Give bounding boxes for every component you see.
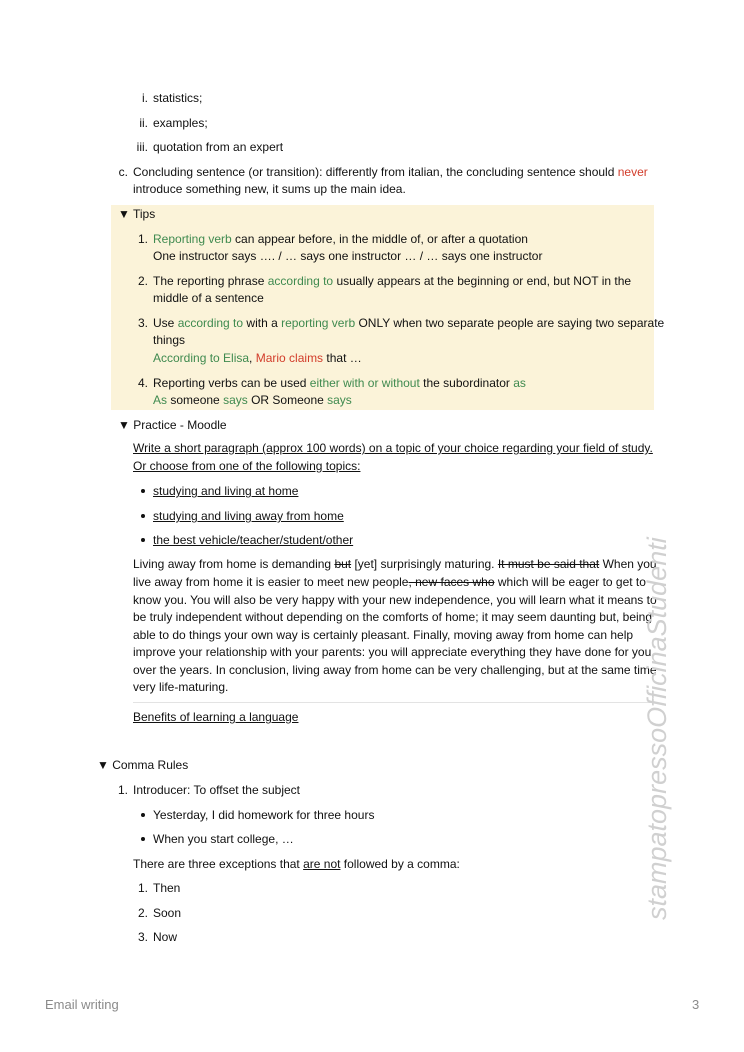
paragraph-line: able to do things your own way is certainly pleasant. Finally, moving away from home can help <box>133 628 634 642</box>
page-link[interactable]: Benefits of learning a language <box>133 710 299 724</box>
list-marker: 3. <box>137 930 148 944</box>
tip-marker: 2. <box>137 274 148 288</box>
practice-prompt: Write a short paragraph (approx 100 words) on a topic of your choice regarding your field of study. <box>133 441 653 455</box>
paragraph-line: be truly independent without depending on the comforts of home; it may seem daunting but, being <box>133 610 652 624</box>
highlight-green: as <box>513 376 526 390</box>
list-marker: c. <box>118 165 128 179</box>
underlined-text: are not <box>303 857 341 871</box>
tips-toggle[interactable]: ▼ Tips <box>118 207 156 221</box>
list-item: quotation from an expert <box>153 140 284 154</box>
topic-item: studying and living away from home <box>153 509 344 523</box>
roman-marker: ii. <box>139 116 148 130</box>
practice-prompt-cont: Or choose from one of the following topics: <box>133 459 361 473</box>
tip-item <box>153 231 528 248</box>
text: which will be eager to get to <box>494 575 646 589</box>
rule-item: Introducer: To offset the subject <box>133 783 300 797</box>
example-item: When you start college, … <box>153 832 294 846</box>
topic-item: studying and living at home <box>153 484 299 498</box>
highlight-green: reporting verb <box>281 316 356 330</box>
roman-marker: i. <box>142 91 148 105</box>
list-item: examples; <box>153 116 208 130</box>
tip-marker: 4. <box>137 376 148 390</box>
strikethrough-text: It must be said that <box>497 557 600 571</box>
text: Concluding sentence (or transition): differently from italian, the concluding sentence should <box>133 165 618 179</box>
text: usually appears at the beginning or end, but NOT in the <box>333 274 632 288</box>
paragraph-line: know you. You will also be very happy with your new independence, you will learn what it means to <box>133 593 657 607</box>
highlight-green: according to <box>177 316 244 330</box>
text: , <box>249 351 256 365</box>
text: There are three exceptions that <box>133 857 304 871</box>
list-marker: 1. <box>137 881 148 895</box>
text: the subordinator <box>419 376 514 390</box>
highlight-green: according to <box>267 274 334 288</box>
paragraph-line: over the years. In conclusion, living away from home can be very challenging, but at the same time <box>133 663 657 677</box>
paragraph-line <box>133 556 657 573</box>
text: with a <box>243 316 282 330</box>
highlight-green: According to Elisa <box>153 351 250 365</box>
text: Living away from home is demanding <box>133 557 335 571</box>
bullet <box>141 837 145 841</box>
text: OR Someone <box>247 393 328 407</box>
tip-example <box>153 392 352 409</box>
exception-item: Then <box>153 881 181 895</box>
list-marker: 1. <box>117 783 128 797</box>
concluding-sentence <box>133 164 648 181</box>
divider <box>133 702 654 703</box>
text: [yet] surprisingly maturing. <box>351 557 498 571</box>
text: The reporting phrase <box>153 274 268 288</box>
practice-toggle[interactable]: ▼ Practice - Moodle <box>118 418 227 432</box>
page-number: 3 <box>692 997 700 1012</box>
paragraph-line: very life-maturing. <box>133 680 229 694</box>
exceptions-text <box>133 856 460 873</box>
text: Reporting verbs can be used <box>153 376 310 390</box>
tip-example: One instructor says …. / … says one instructor … / … says one instructor <box>153 249 543 263</box>
tip-item-cont: middle of a sentence <box>153 291 264 305</box>
highlight-green: either with or without <box>309 376 420 390</box>
topic-item: the best vehicle/teacher/student/other <box>153 533 354 547</box>
text: live away from home it is easier to meet new people <box>133 575 409 589</box>
text: that … <box>323 351 362 365</box>
highlight-green: Reporting verb <box>153 232 232 246</box>
highlight-green: says <box>223 393 248 407</box>
example-item: Yesterday, I did homework for three hours <box>153 808 375 822</box>
text: Use <box>153 316 178 330</box>
tip-item <box>153 375 526 392</box>
comma-rules-toggle[interactable]: ▼ Comma Rules <box>97 758 189 772</box>
text: When you <box>599 557 657 571</box>
text: ONLY when two separate people are saying two separate <box>355 316 665 330</box>
bullet <box>141 538 145 542</box>
exception-item: Soon <box>153 906 182 920</box>
tip-item-cont: things <box>153 333 186 347</box>
tip-item <box>153 315 664 332</box>
paragraph-line: improve your relationship with your parents: you will appreciate everything they have done for you <box>133 645 652 659</box>
tip-marker: 1. <box>137 232 148 246</box>
paragraph-line <box>133 574 646 591</box>
text: can appear before, in the middle of, or after a quotation <box>231 232 528 246</box>
text: someone <box>167 393 224 407</box>
list-marker: 2. <box>137 906 148 920</box>
highlight-green: says <box>327 393 352 407</box>
highlight-red: never <box>617 165 648 179</box>
bullet <box>141 813 145 817</box>
highlight-green: As <box>153 393 168 407</box>
roman-marker: iii. <box>136 140 148 154</box>
strikethrough-text: but <box>334 557 352 571</box>
list-item: statistics; <box>153 91 203 105</box>
highlight-red: Mario claims <box>255 351 324 365</box>
concluding-sentence-cont: introduce something new, it sums up the main idea. <box>133 182 406 196</box>
footer-title: Email writing <box>45 997 119 1012</box>
tip-item <box>153 273 631 290</box>
tip-marker: 3. <box>137 316 148 330</box>
strikethrough-text: , new faces who <box>408 575 495 589</box>
bullet <box>141 514 145 518</box>
bullet <box>141 489 145 493</box>
watermark: stampatopressoOfficinaStudenti <box>642 537 672 920</box>
text: followed by a comma: <box>340 857 460 871</box>
tip-example <box>153 350 362 367</box>
exception-item: Now <box>153 930 178 944</box>
